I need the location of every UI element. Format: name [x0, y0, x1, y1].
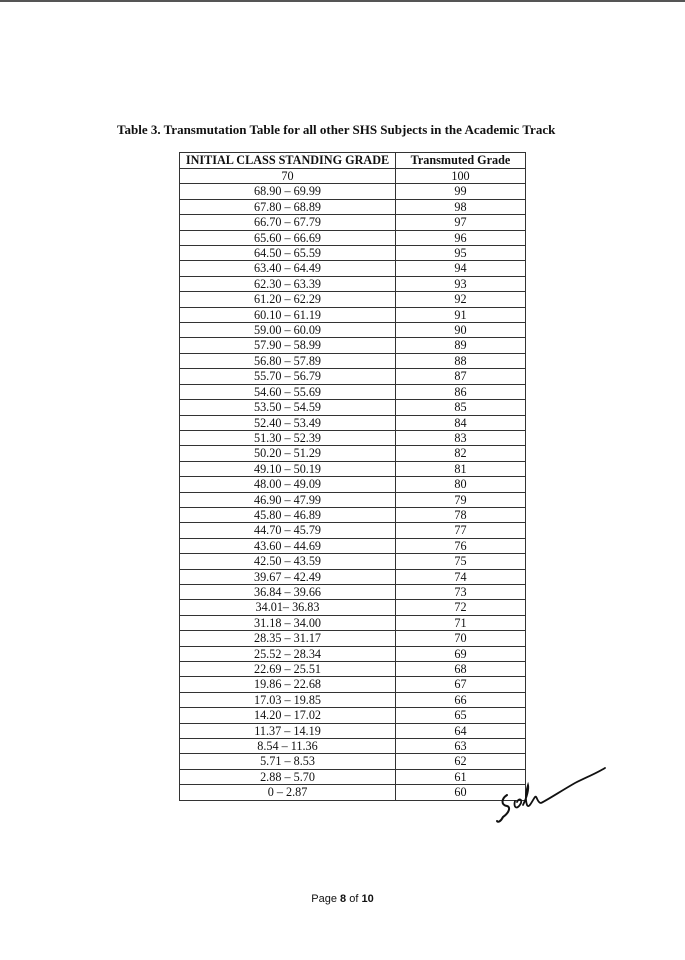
table-row — [180, 523, 526, 538]
table-row — [180, 739, 526, 754]
transmuted-grade-cell: 70 — [396, 631, 526, 646]
transmuted-grade-cell: 61 — [396, 769, 526, 784]
table-row — [180, 369, 526, 384]
initial-grade-range-cell: 19.86 – 22.68 — [180, 677, 396, 692]
transmuted-grade-cell: 74 — [396, 569, 526, 584]
table-row — [180, 477, 526, 492]
current-page-number: 8 — [340, 893, 347, 905]
initial-grade-range-cell: 22.69 – 25.51 — [180, 662, 396, 677]
transmuted-grade-cell: 75 — [396, 554, 526, 569]
transmuted-grade-cell: 73 — [396, 584, 526, 599]
transmuted-grade-cell: 63 — [396, 739, 526, 754]
table-row — [180, 492, 526, 507]
transmuted-grade-cell: 80 — [396, 477, 526, 492]
transmuted-grade-cell: 79 — [396, 492, 526, 507]
transmuted-grade-cell: 86 — [396, 384, 526, 399]
table-row — [180, 400, 526, 415]
transmuted-grade-cell: 96 — [396, 230, 526, 245]
table-row — [180, 677, 526, 692]
initial-grade-range-cell: 48.00 – 49.09 — [180, 477, 396, 492]
table-row — [180, 430, 526, 445]
transmuted-grade-cell: 88 — [396, 353, 526, 368]
table-row — [180, 199, 526, 214]
initial-grade-range-cell: 44.70 – 45.79 — [180, 523, 396, 538]
table-row — [180, 461, 526, 476]
transmuted-grade-cell: 62 — [396, 754, 526, 769]
initial-grade-range-cell: 14.20 – 17.02 — [180, 708, 396, 723]
initial-grade-range-cell: 11.37 – 14.19 — [180, 723, 396, 738]
transmuted-grade-cell: 60 — [396, 785, 526, 800]
table-row — [180, 292, 526, 307]
transmuted-grade-cell: 68 — [396, 662, 526, 677]
table-row — [180, 323, 526, 338]
transmuted-grade-cell: 94 — [396, 261, 526, 276]
initial-grade-range-cell: 2.88 – 5.70 — [180, 769, 396, 784]
transmuted-grade-cell: 77 — [396, 523, 526, 538]
initial-grade-range-cell: 17.03 – 19.85 — [180, 692, 396, 707]
transmuted-grade-cell: 92 — [396, 292, 526, 307]
initial-grade-range-cell: 51.30 – 52.39 — [180, 430, 396, 445]
transmuted-grade-cell: 67 — [396, 677, 526, 692]
initial-grade-range-cell: 62.30 – 63.39 — [180, 276, 396, 291]
column-header-initial-grade: INITIAL CLASS STANDING GRADE — [180, 153, 396, 169]
table-row — [180, 584, 526, 599]
initial-grade-range-cell: 43.60 – 44.69 — [180, 538, 396, 553]
transmuted-grade-cell: 91 — [396, 307, 526, 322]
transmuted-grade-cell: 72 — [396, 600, 526, 615]
initial-grade-range-cell: 65.60 – 66.69 — [180, 230, 396, 245]
initial-grade-range-cell: 50.20 – 51.29 — [180, 446, 396, 461]
transmuted-grade-cell: 97 — [396, 215, 526, 230]
table-row — [180, 307, 526, 322]
initial-grade-range-cell: 8.54 – 11.36 — [180, 739, 396, 754]
transmuted-grade-cell: 76 — [396, 538, 526, 553]
transmuted-grade-cell: 83 — [396, 430, 526, 445]
initial-grade-range-cell: 63.40 – 64.49 — [180, 261, 396, 276]
initial-grade-range-cell: 67.80 – 68.89 — [180, 199, 396, 214]
initial-grade-range-cell: 59.00 – 60.09 — [180, 323, 396, 338]
table-row — [180, 769, 526, 784]
transmuted-grade-cell: 84 — [396, 415, 526, 430]
initial-grade-range-cell: 0 – 2.87 — [180, 785, 396, 800]
table-row — [180, 615, 526, 630]
initial-grade-range-cell: 39.67 – 42.49 — [180, 569, 396, 584]
table-row — [180, 569, 526, 584]
table-row — [180, 692, 526, 707]
initial-grade-range-cell: 25.52 – 28.34 — [180, 646, 396, 661]
initial-grade-range-cell: 56.80 – 57.89 — [180, 353, 396, 368]
transmuted-grade-cell: 65 — [396, 708, 526, 723]
initial-grade-range-cell: 46.90 – 47.99 — [180, 492, 396, 507]
table-row — [180, 662, 526, 677]
transmuted-grade-cell: 69 — [396, 646, 526, 661]
table-row — [180, 384, 526, 399]
transmutation-table — [179, 152, 526, 801]
transmuted-grade-cell: 82 — [396, 446, 526, 461]
table-row — [180, 507, 526, 522]
transmuted-grade-cell: 100 — [396, 169, 526, 184]
table-row — [180, 215, 526, 230]
initial-grade-range-cell: 5.71 – 8.53 — [180, 754, 396, 769]
initial-grade-range-cell: 42.50 – 43.59 — [180, 554, 396, 569]
total-pages-number: 10 — [361, 893, 374, 905]
transmuted-grade-cell: 64 — [396, 723, 526, 738]
initial-grade-range-cell: 36.84 – 39.66 — [180, 584, 396, 599]
initial-grade-range-cell: 70 — [180, 169, 396, 184]
table-row — [180, 538, 526, 553]
initial-grade-range-cell: 64.50 – 65.59 — [180, 246, 396, 261]
transmuted-grade-cell: 98 — [396, 199, 526, 214]
table-row — [180, 230, 526, 245]
table-row — [180, 754, 526, 769]
handwritten-signature — [495, 765, 610, 827]
table-row — [180, 276, 526, 291]
table-row — [180, 184, 526, 199]
table-row — [180, 646, 526, 661]
initial-grade-range-cell: 45.80 – 46.89 — [180, 507, 396, 522]
table-header-row — [180, 153, 526, 169]
table-row — [180, 415, 526, 430]
table-row — [180, 708, 526, 723]
initial-grade-range-cell: 66.70 – 67.79 — [180, 215, 396, 230]
page-of-label: of — [349, 893, 359, 905]
transmuted-grade-cell: 93 — [396, 276, 526, 291]
initial-grade-range-cell: 61.20 – 62.29 — [180, 292, 396, 307]
initial-grade-range-cell: 28.35 – 31.17 — [180, 631, 396, 646]
transmuted-grade-cell: 95 — [396, 246, 526, 261]
initial-grade-range-cell: 57.90 – 58.99 — [180, 338, 396, 353]
transmuted-grade-cell: 89 — [396, 338, 526, 353]
transmuted-grade-cell: 90 — [396, 323, 526, 338]
page-label: Page — [311, 893, 337, 905]
initial-grade-range-cell: 31.18 – 34.00 — [180, 615, 396, 630]
initial-grade-range-cell: 60.10 – 61.19 — [180, 307, 396, 322]
initial-grade-range-cell: 55.70 – 56.79 — [180, 369, 396, 384]
table-row — [180, 631, 526, 646]
page-number-footer — [0, 893, 685, 905]
table-row — [180, 261, 526, 276]
transmuted-grade-cell: 99 — [396, 184, 526, 199]
transmuted-grade-cell: 78 — [396, 507, 526, 522]
table-row — [180, 353, 526, 368]
initial-grade-range-cell: 68.90 – 69.99 — [180, 184, 396, 199]
transmuted-grade-cell: 71 — [396, 615, 526, 630]
table-row — [180, 600, 526, 615]
initial-grade-range-cell: 34.01– 36.83 — [180, 600, 396, 615]
transmuted-grade-cell: 85 — [396, 400, 526, 415]
initial-grade-range-cell: 52.40 – 53.49 — [180, 415, 396, 430]
transmuted-grade-cell: 87 — [396, 369, 526, 384]
initial-grade-range-cell: 54.60 – 55.69 — [180, 384, 396, 399]
table-row — [180, 246, 526, 261]
table-row — [180, 554, 526, 569]
initial-grade-range-cell: 49.10 – 50.19 — [180, 461, 396, 476]
table-caption: Table 3. Transmutation Table for all other SHS Subjects in the Academic Track — [117, 122, 556, 137]
initial-grade-range-cell: 53.50 – 54.59 — [180, 400, 396, 415]
table-row — [180, 169, 526, 184]
page-top-border — [0, 0, 685, 2]
transmuted-grade-cell: 81 — [396, 461, 526, 476]
table-row — [180, 785, 526, 800]
column-header-transmuted-grade: Transmuted Grade — [396, 153, 526, 169]
transmuted-grade-cell: 66 — [396, 692, 526, 707]
table-row — [180, 446, 526, 461]
table-row — [180, 338, 526, 353]
table-row — [180, 723, 526, 738]
table-body — [180, 169, 526, 801]
